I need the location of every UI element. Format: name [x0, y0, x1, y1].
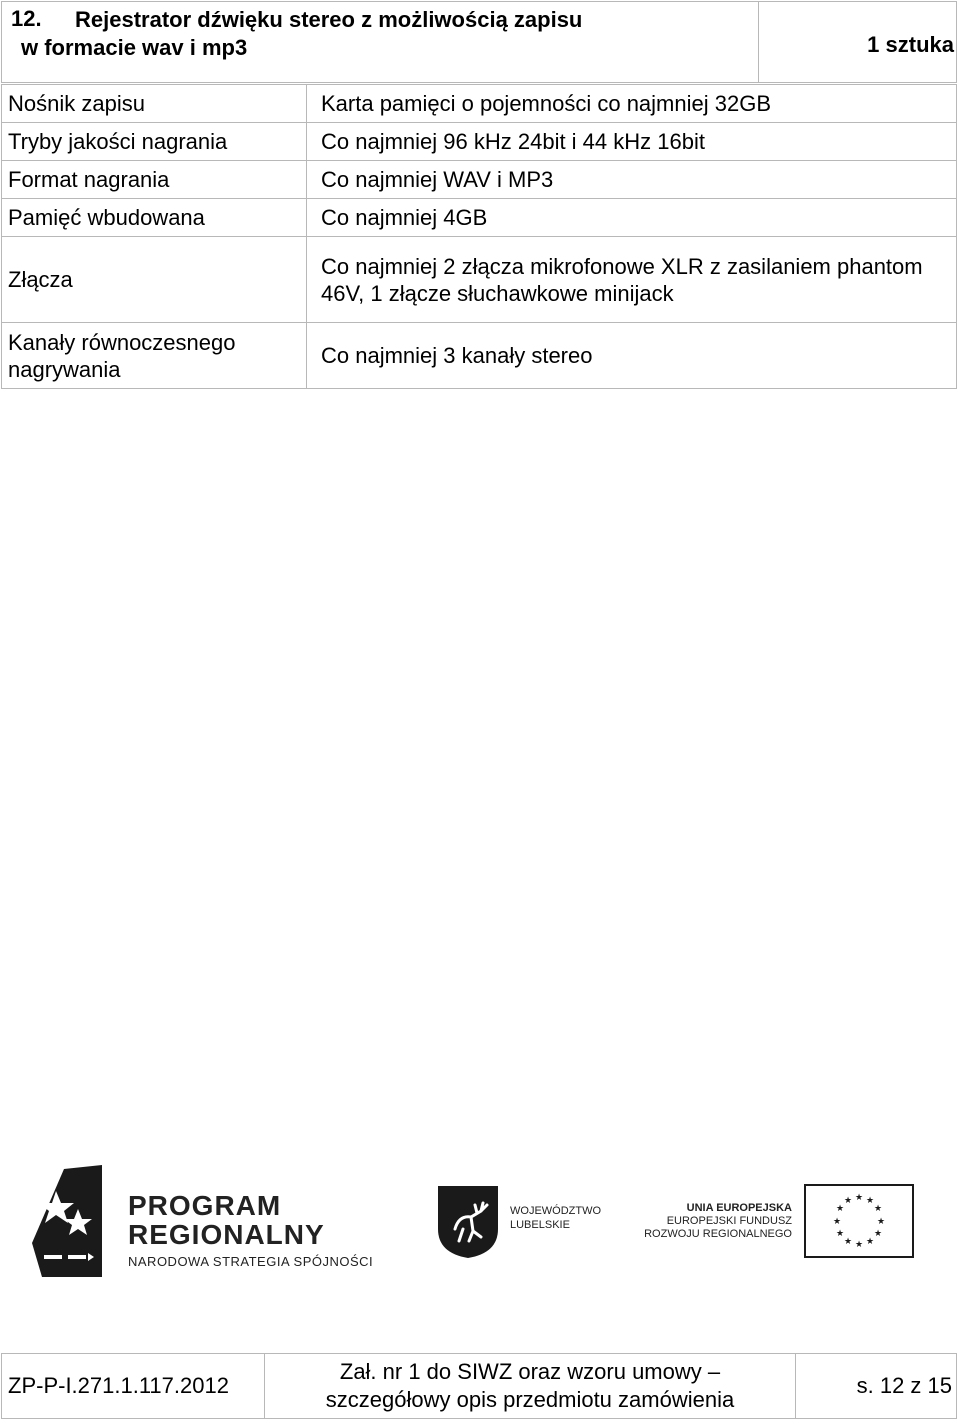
eu-line3: ROZWOJU REGIONALNEGO — [644, 1228, 792, 1240]
item-header — [1, 1, 957, 83]
svg-text:★: ★ — [843, 1237, 853, 1247]
spec-key: Złącza — [2, 237, 307, 323]
spec-value: Co najmniej 4GB — [307, 199, 957, 237]
table-row — [2, 237, 957, 323]
footer-attachment — [265, 1354, 796, 1419]
logo-strip — [0, 1160, 960, 1280]
item-title-line2: w formacie wav i mp3 — [21, 35, 248, 60]
spec-table — [1, 84, 957, 389]
table-row — [2, 199, 957, 237]
svg-text:★: ★ — [865, 1196, 875, 1206]
eu-line2: EUROPEJSKI FUNDUSZ — [666, 1215, 792, 1227]
footer-attachment-line1: Zał. nr 1 do SIWZ oraz wzoru umowy – — [339, 1359, 721, 1384]
footer-page-number: s. 12 z 15 — [796, 1354, 957, 1419]
svg-text:★: ★ — [843, 1196, 853, 1206]
item-title-line1: Rejestrator dźwięku stereo z możliwością zapisu — [75, 7, 583, 32]
table-row — [2, 161, 957, 199]
spec-key: Nośnik zapisu — [2, 85, 307, 123]
program-line3: NARODOWA STRATEGIA SPÓJNOŚCI — [128, 1254, 374, 1269]
eu-flag-icon — [804, 1184, 914, 1258]
svg-text:★: ★ — [865, 1237, 875, 1247]
footer-row — [2, 1354, 957, 1419]
svg-text:★: ★ — [832, 1217, 842, 1227]
svg-text:★: ★ — [835, 1229, 845, 1239]
spec-value: Co najmniej 96 kHz 24bit i 44 kHz 16bit — [307, 123, 957, 161]
item-quantity: 1 sztuka — [867, 32, 954, 57]
voivodeship-line1: WOJEWÓDZTWO — [510, 1205, 602, 1217]
eu-fund-text — [630, 1202, 792, 1241]
spec-key: Kanały równoczesnego nagrywania — [2, 323, 307, 389]
lubelskie-crest-icon — [437, 1185, 499, 1259]
spec-value: Co najmniej 2 złącza mikrofonowe XLR z zasilaniem phantom 46V, 1 złącze słuchawkowe minijack — [307, 237, 957, 323]
footer-attachment-line2: szczegółowy opis przedmiotu zamówienia — [325, 1387, 735, 1412]
spec-value: Co najmniej WAV i MP3 — [307, 161, 957, 199]
program-regionalny-text — [128, 1192, 373, 1269]
svg-text:★: ★ — [876, 1217, 886, 1227]
spec-value: Co najmniej 3 kanały stereo — [307, 323, 957, 389]
program-regionalny-logo-icon — [28, 1165, 108, 1277]
svg-text:★: ★ — [873, 1229, 883, 1239]
svg-text:★: ★ — [835, 1204, 845, 1214]
item-number: 12. — [11, 6, 42, 31]
svg-text:★: ★ — [854, 1193, 864, 1203]
eu-line1: UNIA EUROPEJSKA — [686, 1202, 792, 1214]
page-footer — [1, 1353, 957, 1419]
table-row — [2, 323, 957, 389]
lubelskie-text — [510, 1204, 601, 1232]
svg-text:★: ★ — [854, 1240, 864, 1250]
footer-reference: ZP-P-I.271.1.117.2012 — [2, 1354, 265, 1419]
spec-key: Pamięć wbudowana — [2, 199, 307, 237]
spec-key: Tryby jakości nagrania — [2, 123, 307, 161]
program-line2: REGIONALNY — [128, 1219, 325, 1250]
item-title-cell — [2, 2, 759, 82]
spec-key: Format nagrania — [2, 161, 307, 199]
program-line1: PROGRAM — [128, 1190, 282, 1221]
table-row — [2, 85, 957, 123]
voivodeship-line2: LUBELSKIE — [510, 1219, 570, 1231]
spec-value: Karta pamięci o pojemności co najmniej 32GB — [307, 85, 957, 123]
svg-text:★: ★ — [873, 1204, 883, 1214]
table-row — [2, 123, 957, 161]
